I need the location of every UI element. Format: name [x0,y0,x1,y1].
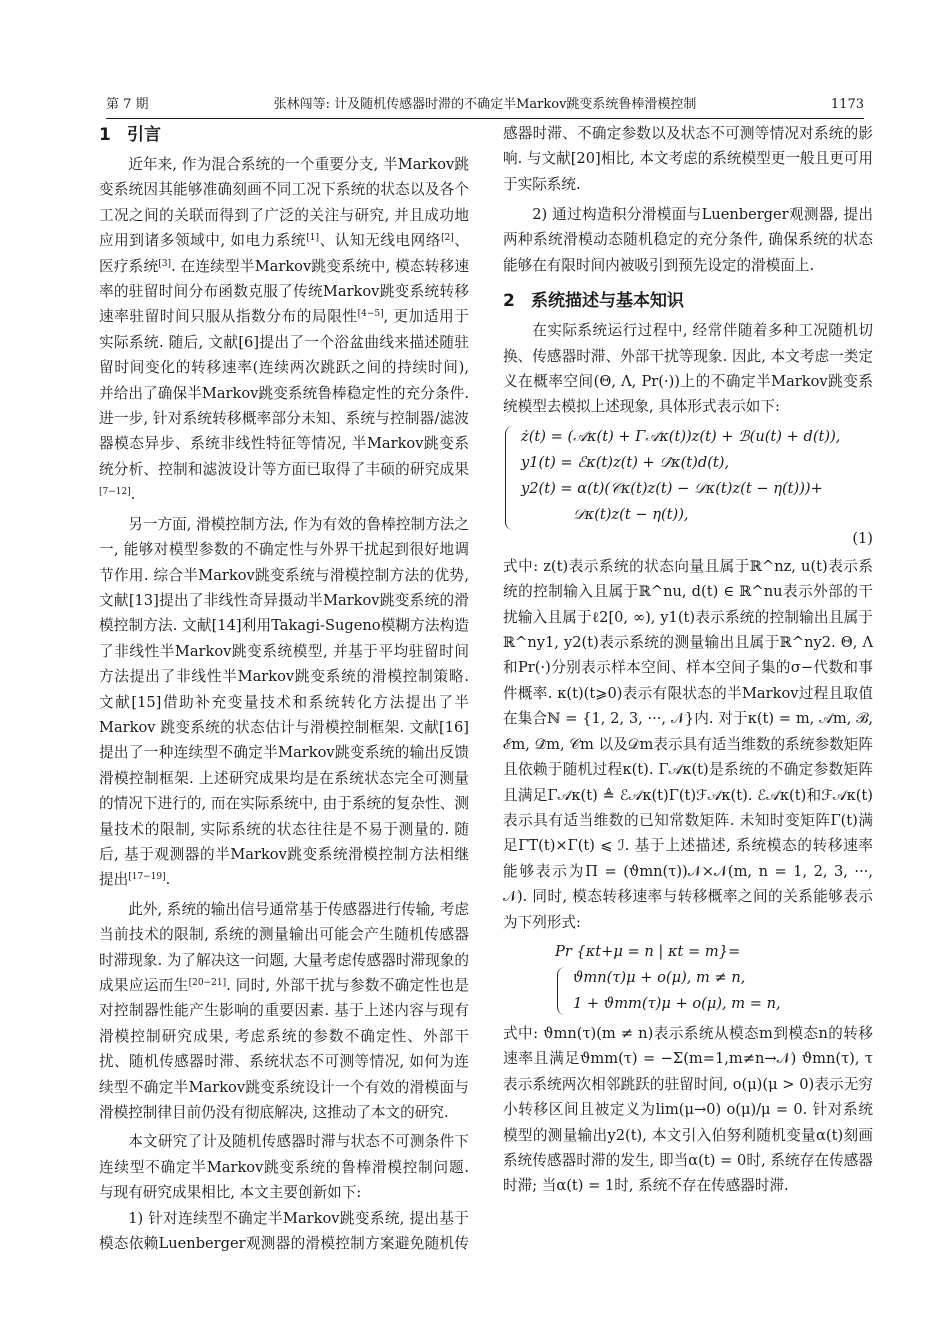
running-title: 张林闯等: 计及随机传感器时滞的不确定半Markov跳变系统鲁棒滑模控制 [273,97,697,112]
left-brace [557,967,566,1015]
equation-1-number: (1) [852,529,873,547]
equation-1-line-3: y2(t) = α(t)(𝒞κ(t)z(t) − 𝒟κ(t)z(t − η(t)))+ [521,479,823,497]
citation: [1] [306,233,319,244]
section-2-number: 2 [503,291,515,312]
left-column [99,122,469,1258]
section-2-title: 系统描述与基本知识 [531,291,684,312]
system-paragraph-3: 式中: ϑmn(τ)(m ≠ n)表示系统从模态m到模态n的转移速率且满足ϑmm(τ) = −Σ(m=1,m≠n→𝒩) ϑmn(τ), τ表示系统两次相邻跳跃的驻留时间, o(μ)(μ > 0)表示无穷小转移区间且被定义为lim(μ→0) o(μ)/μ = 0. 针对系统模型的测量输出y2(t), 本文引入伯努利随机变量α(t)刻画系统传感器时滞的发生, 即当α(t) = 0时, 系统存在传感器时滞; 当α(t) = 1时, 系统不存在传感器时滞. [503,1024,873,1195]
equation-1 [503,424,873,550]
intro-paragraph-3: 此外, 系统的输出信号通常基于传感器进行传输, 考虑当前技术的限制, 系统的测量输出可能会产生随机传感器时滞现象. 为了解决这一问题, 大量考虑传感器时滞现象的成果应运而生[20−21]. 同时, 外部干扰与参数不确定性也是对控制器性能产生影响的重要因素. 基于上述内容与现有滑模控制研究成果, 考虑系统的参数不确定性、外部干扰、随机传感器时滞、系统状态不可测等情况, 如何为连续型不确定半Markov跳变系统设计一个有效的滑模面与滑模控制律目前仍没有彻底解决, 这推动了本文的研究. [99,900,469,1122]
citation: [17−19] [128,872,166,883]
section-1-heading [99,122,469,148]
intro-paragraph-2: 另一方面, 滑模控制方法, 作为有效的鲁棒控制方法之一, 能够对模型参数的不确定性与外界干扰起到很好地调节作用. 综合半Markov跳变系统与滑模控制方法的优势, 文献[13]提出了非线性奇异摄动半Markov跳变系统的滑模控制方法. 文献[14]利用Takagi-Sugeno模糊方法构造了非线性半Markov跳变系统模型, 并基于平均驻留时间方法提出了非线性半Markov跳变系统的滑模控制策略. 文献[15]借助补充变量技术和系统转化方法提出了半Markov 跳变系统的状态估计与滑模控制框架. 文献[16]提出了一种连续型不确定半Markov跳变系统的输出反馈滑模控制框架. 上述研究成果均是在系统状态完全可测量的情况下进行的, 而在实际系统中, 由于系统的复杂性、测量技术的限制, 实际系统的状态往往是不易于测量的. 随后, 基于观测器的半Markov跳变系统滑模控制方法相继提出[17−19]. [99,515,469,889]
contribution-1-continued: 感器时滞、不确定参数以及状态不可测等情况对系统的影响. 与文献[20]相比, 本文考虑的系统模型更一般且更可用于实际系统. [503,124,873,193]
contribution-1-start: 1) 针对连续型不确定半Markov跳变系统, 提出基于模态依赖Luenberger观测器的滑模控制方案避免随机传 [99,1209,469,1253]
citation: [3] [158,258,172,269]
equation-1-line-2: y1(t) = ℰκ(t)z(t) + 𝒟̂κ(t)d(t), [521,453,730,471]
system-paragraph-2: 式中: z(t)表示系统的状态向量且属于ℝ^nz, u(t)表示系统的控制输入且属于ℝ^nu, d(t) ∈ ℝ^nu表示外部的干扰输入且属于ℓ2[0, ∞), y1(t)表示系统的控制输出且属于ℝ^ny1, y2(t)表示系统的测量输出且属于ℝ^ny2. Θ, Λ和Pr(·)分别表示样本空间、样本空间子集的σ−代数和事件概率. κ(t)(t⩾0)表示有限状态的半Markov过程且取值在集合ℕ = {1, 2, 3, ···, 𝒩}内. 对于κ(t) = m, 𝒜m, ℬ, ℰm, 𝒟̂m, 𝒞m 以及𝒟m表示具有适当维数的系统参数矩阵且依赖于随机过程κ(t). Γ𝒜κ(t)是系统的不确定参数矩阵且满足Γ𝒜κ(t) ≜ ℰ𝒜κ(t)Γ(t)ℱ𝒜κ(t). ℰ𝒜κ(t)和ℱ𝒜κ(t)表示具有适当维数的已知常数矩阵. 未知时变矩阵Γ(t)满足ΓT(t)×Γ(t) ⩽ ℐ. 基于上述描述, 系统模态的转移速率能够表示为Π = (ϑmn(τ))𝒩×𝒩(m, n = 1, 2, 3, ···, 𝒩). 同时, 模态转移速率与转移概率之间的关系能够表示为下列形式: [503,557,873,931]
issue-label: 第 7 期 [106,97,149,112]
equation-2-line-1: Pr {κt+μ = n | κt = m}= [555,942,741,960]
page-number: 1173 [830,97,864,112]
section-1-number: 1 [99,125,111,145]
equation-1-line-1: ż(t) = (𝒜κ(t) + Γ𝒜κ(t))z(t) + ℬ(u(t) + d(t)), [521,427,841,445]
equation-2-line-3: 1 + ϑmm(τ)μ + o(μ), m = n, [573,994,781,1012]
system-paragraph-1: 在实际系统运行过程中, 经常伴随着多种工况随机切换、传感器时滞、外部干扰等现象. 因此, 本文考虑一类定义在概率空间(Θ, Λ, Pr(·))上的不确定半Markov跳变系统模型去模拟上述现象, 具体形式表示如下: [503,322,873,416]
citation: [20−21] [188,978,227,988]
equation-1-line-4: 𝒟κ(t)z(t − η(t)), [573,505,689,523]
section-1-title: 引言 [127,125,161,145]
intro-paragraph-1: 近年来, 作为混合系统的一个重要分支, 半Markov跳变系统因其能够准确刻画不同工况下系统的状态以及各个工况之间的关联而得到了广泛的关注与研究, 并且成功地应用到诸多领域中, 如电力系统[1]、认知无线电网络[2]、医疗系统[3]. 在连续型半Markov跳变系统中, 模态转移速率的驻留时间分布函数克服了传统Markov跳变系统转移速率驻留时间只服从指数分布的局限性[4−5], 更加适用于实际系统. 随后, 文献[6]提出了一个浴盆曲线来描述随驻留时间变化的转移速率(连续两次跳跃之间的持续时间), 并给出了确保半Markov跳变系统鲁棒稳定性的充分条件. 进一步, 针对系统转移概率部分未知、系统与控制器/滤波器模态异步、系统非线性特征等情况, 半Markov跳变系统分析、控制和滤波设计等方面已取得了丰硕的研究成果[7−12]. [99,156,469,504]
equation-2-line-2: ϑmn(τ)μ + o(μ), m ≠ n, [573,968,746,986]
section-2-heading [503,288,873,314]
intro-paragraph-4: 本文研究了计及随机传感器时滞与状态不可测条件下连续型不确定半Markov跳变系统的鲁棒滑模控制问题. 与现有研究成果相比, 本文主要创新如下: [99,1133,469,1202]
left-brace [505,426,514,530]
citation: [4−5] [357,309,384,320]
right-column [503,122,873,1199]
contribution-2: 2) 通过构造积分滑模面与Luenberger观测器, 提出两种系统滑模动态随机稳定的充分条件, 确保系统的状态能够在有限时间内被吸引到预先设定的滑模面上. [503,206,873,274]
page-header [106,96,864,119]
citation: [2] [441,233,454,244]
citation: [7−12] [99,487,131,498]
equation-2 [503,939,873,1017]
